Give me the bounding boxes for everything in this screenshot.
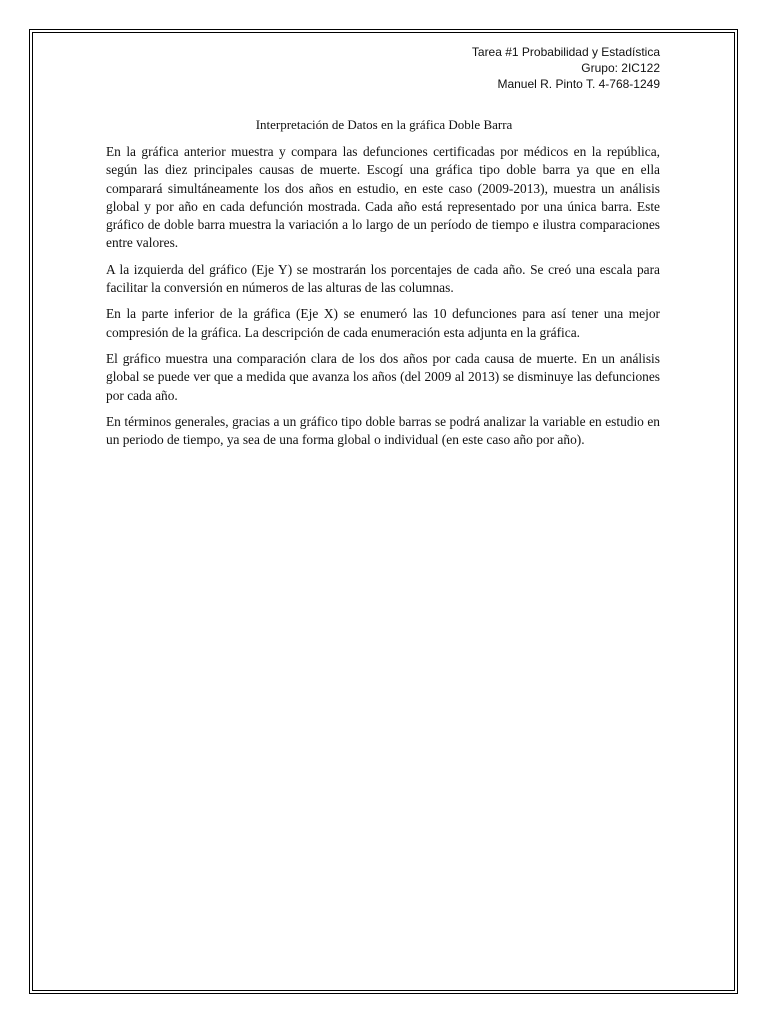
paragraph: A la izquierda del gráfico (Eje Y) se mostrarán los porcentajes de cada año. Se creó una escala para facilitar la conversión en números de las alturas de las columnas.: [106, 261, 660, 296]
header-assignment: Tarea #1 Probabilidad y Estadística: [471, 45, 660, 59]
paragraph: En la parte inferior de la gráfica (Eje X) se enumeró las 10 defunciones para así tener una mejor compresión de la gráfica. La descripción de cada enumeración esta adjunta en la gráfica.: [106, 306, 660, 340]
paragraph: En la gráfica anterior muestra y compara las defunciones certificadas por médicos en la república, según las diez principales causas de muerte. Escogí una gráfica tipo doble barra ya que en ella comparará simultáneamente los dos años en estudio, en este caso (2009-2013), muestra un análisis global y por año en cada defunción mostrada. Cada año está representado por una única barra. Este gráfico de doble barra muestra la variación a lo largo de un período de tiempo e ilustra comparaciones entre valores.: [106, 144, 660, 251]
paragraph: El gráfico muestra una comparación clara de los dos años por cada causa de muerte. En un análisis global se puede ver que a medida que avanza los años (del 2009 al 2013) se disminuye las defunciones por cada año.: [106, 350, 660, 403]
document-title: Interpretación de Datos en la gráfica Doble Barra: [255, 117, 513, 132]
header-group: Grupo: 2IC122: [581, 61, 660, 75]
document-header: [472, 44, 660, 92]
header-author: Manuel R. Pinto T. 4-768-1249: [497, 77, 660, 91]
document-body: [106, 143, 660, 457]
paragraph: En términos generales, gracias a un gráfico tipo doble barras se podrá analizar la variable en estudio en un periodo de tiempo, ya sea de una forma global o individual (en este caso año por año).: [106, 413, 660, 448]
